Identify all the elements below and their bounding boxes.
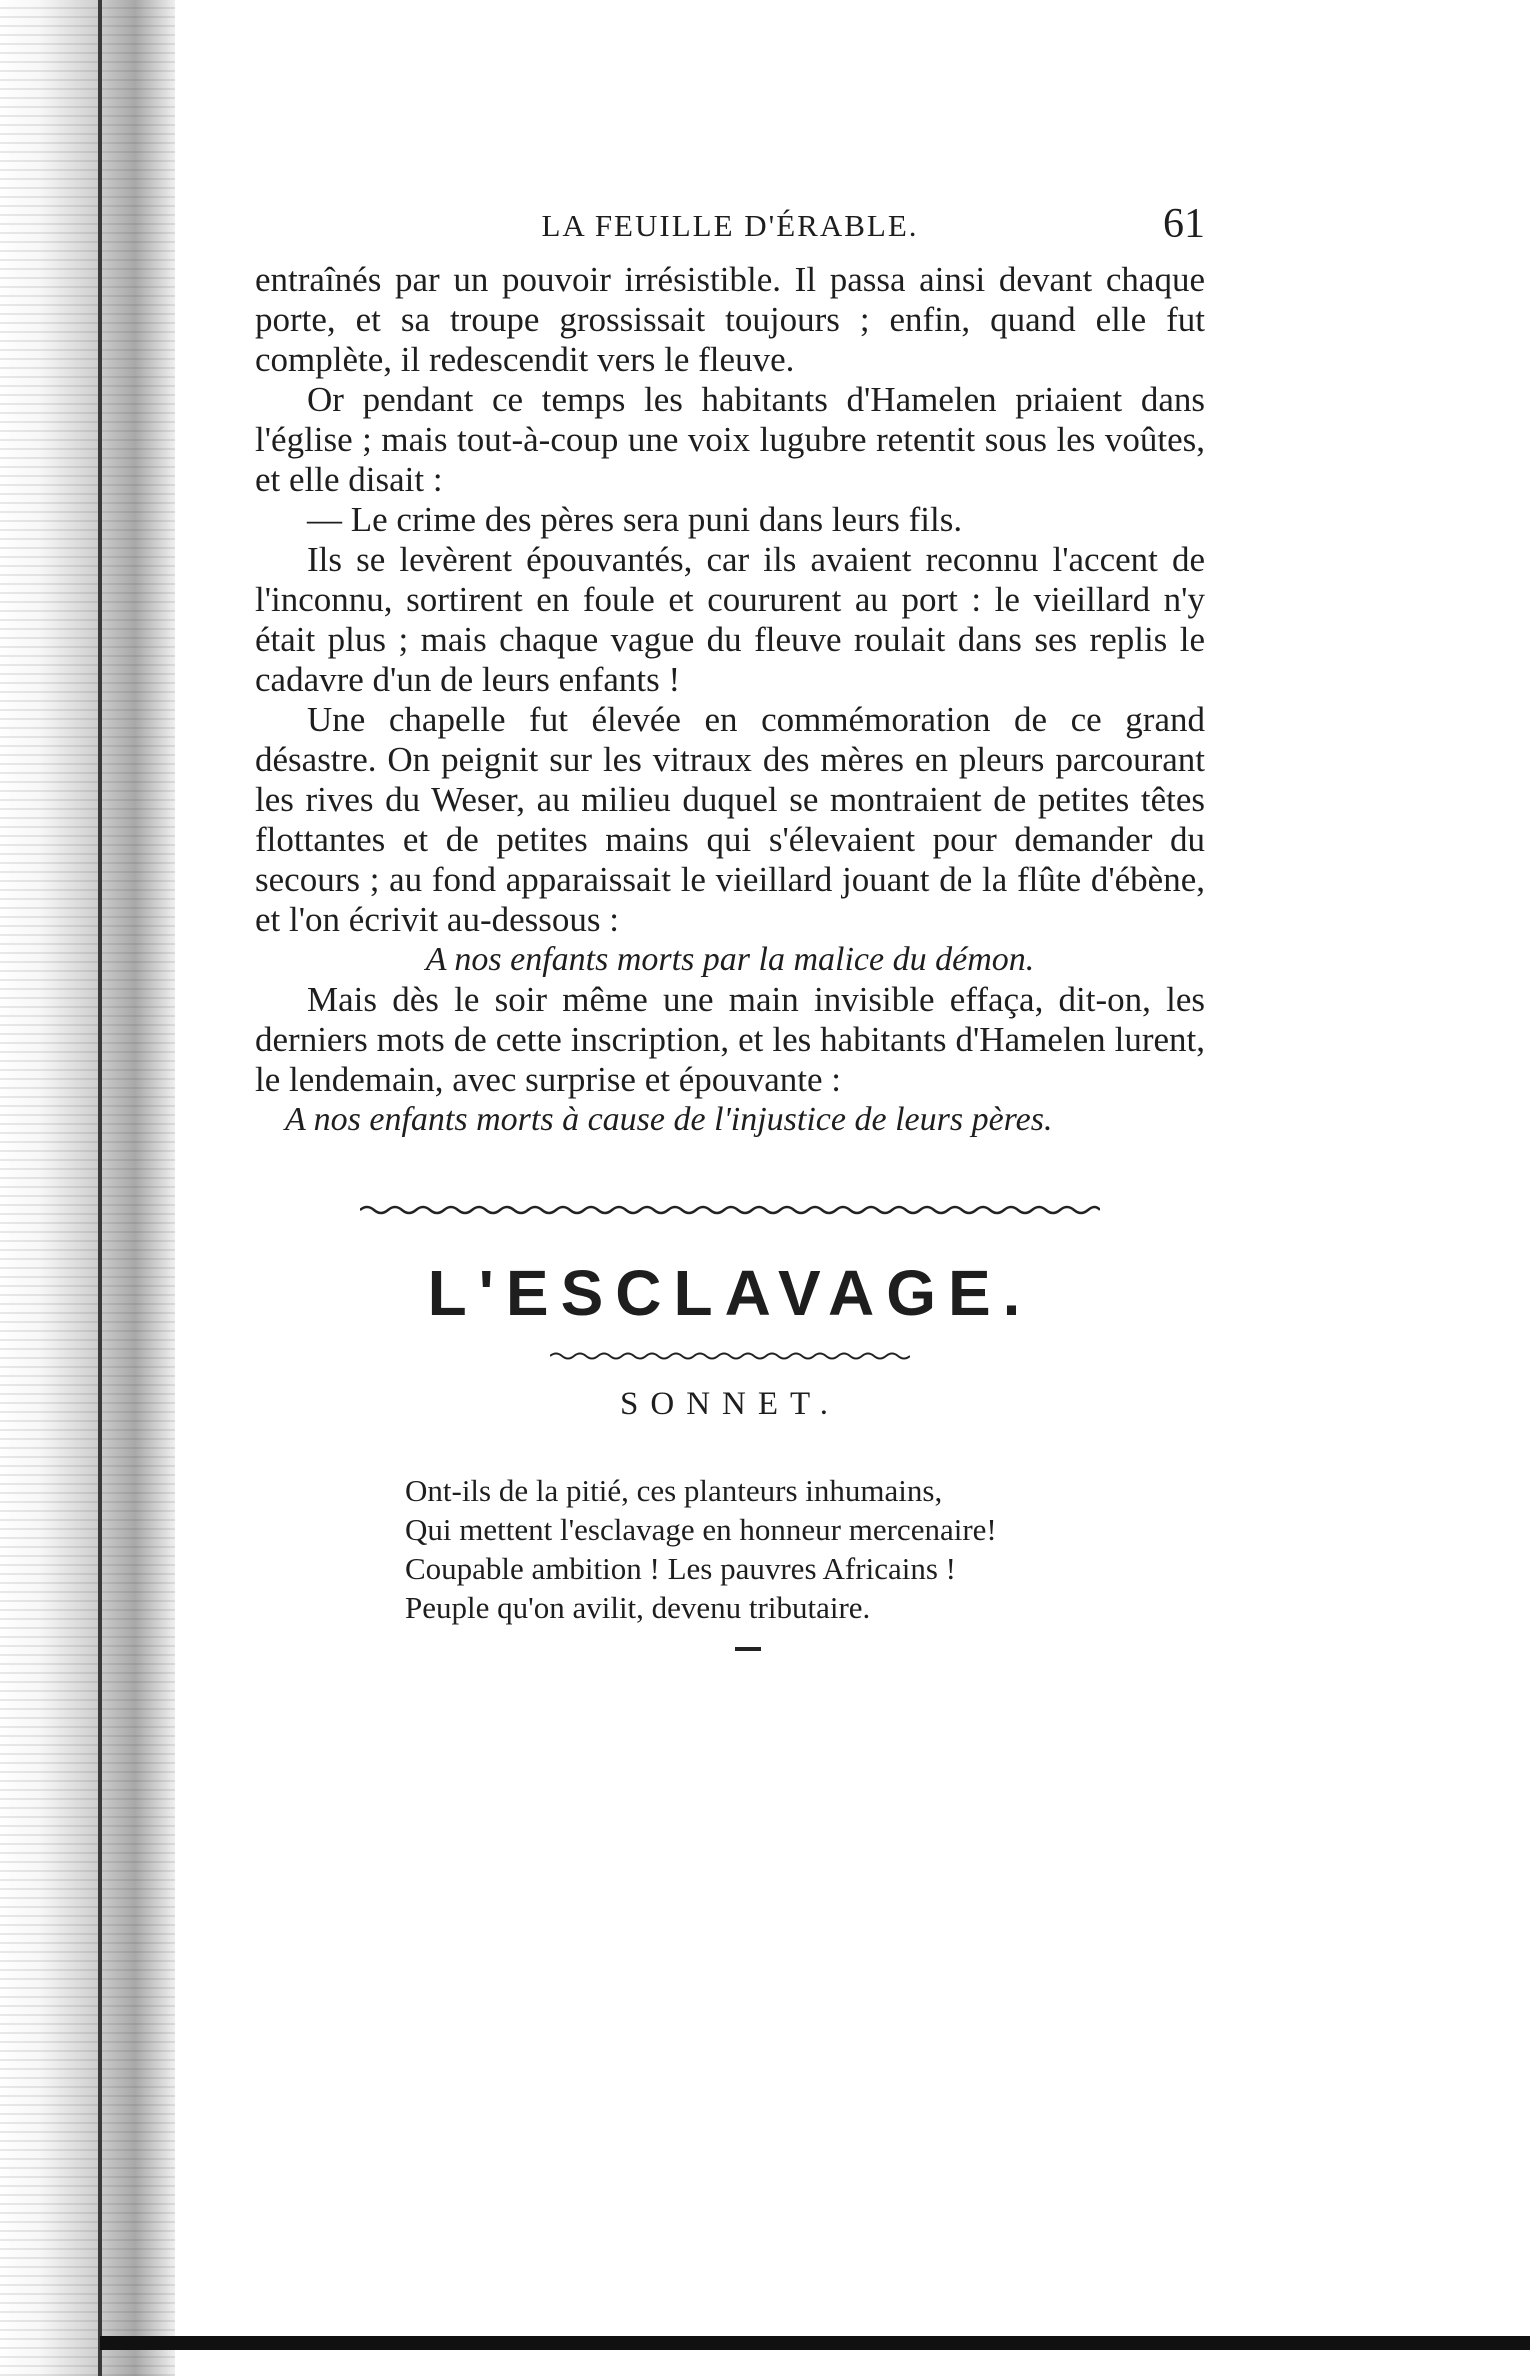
paragraph: Une chapelle fut élevée en commémoration de ce grand désastre. On peignit sur les vitraux des mères en pleurs parcourant les rives du Weser, au milieu duquel se montraient de petites têtes flottantes et de petites mains qui s'élevaient pour demander du secours ; au fond apparaissait le vieillard jouant de la flûte d'ébène, et l'on écrivit au-dessous :: [255, 700, 1205, 939]
verse-line: Ont-ils de la pitié, ces planteurs inhumains,: [405, 1473, 943, 1508]
page-content: [255, 200, 1205, 1651]
paragraph: Mais dès le soir même une main invisible effaça, dit-on, les derniers mots de cette inscription, et les habitants d'Hamelen lurent, le lendemain, avec surprise et épouvante :: [255, 980, 1205, 1099]
wavy-divider: [360, 1200, 1100, 1220]
paragraph: Ils se levèrent épouvantés, car ils avaient reconnu l'accent de l'inconnu, sortirent en foule et coururent au port : le vieillard n'y était plus ; mais chaque vague du fleuve roulait dans ses replis le cadavre d'un de leurs enfants !: [255, 540, 1205, 699]
sonnet-verses: [405, 1471, 1205, 1627]
running-header: [255, 200, 1205, 260]
verse-line: Peuple qu'on avilit, devenu tributaire.: [405, 1590, 871, 1625]
small-wavy-divider: [550, 1348, 910, 1364]
running-title: LA FEUILLE D'ÉRABLE.: [541, 208, 919, 243]
binding-edge-line: [98, 0, 102, 2376]
section-title: L'ESCLAVAGE.: [427, 1257, 1033, 1329]
paragraph-continued: entraînés par un pouvoir irrésistible. Il passa ainsi devant chaque porte, et sa troupe grossissait toujours ; enfin, quand elle fut complète, il redescendit vers le fleuve.: [255, 260, 1205, 379]
closing-dash: [735, 1647, 761, 1651]
inscription-first: A nos enfants morts par la malice du démon.: [425, 941, 1035, 978]
verse-line: Qui mettent l'esclavage en honneur mercenaire!: [405, 1512, 997, 1547]
scan-edge-shadow: [0, 0, 175, 2376]
inscription-second: A nos enfants morts à cause de l'injustice de leurs pères.: [285, 1101, 1053, 1138]
paragraph: Or pendant ce temps les habitants d'Hamelen priaient dans l'église ; mais tout-à-coup une voix lugubre retentit sous les voûtes, et elle disait :: [255, 380, 1205, 499]
verse-line: Coupable ambition ! Les pauvres Africains !: [405, 1551, 956, 1586]
bottom-scan-border: [100, 2336, 1530, 2350]
section-subtitle: SONNET.: [620, 1386, 840, 1422]
page-number: 61: [1163, 201, 1205, 247]
dialogue-line: — Le crime des pères sera puni dans leurs fils.: [307, 500, 963, 539]
